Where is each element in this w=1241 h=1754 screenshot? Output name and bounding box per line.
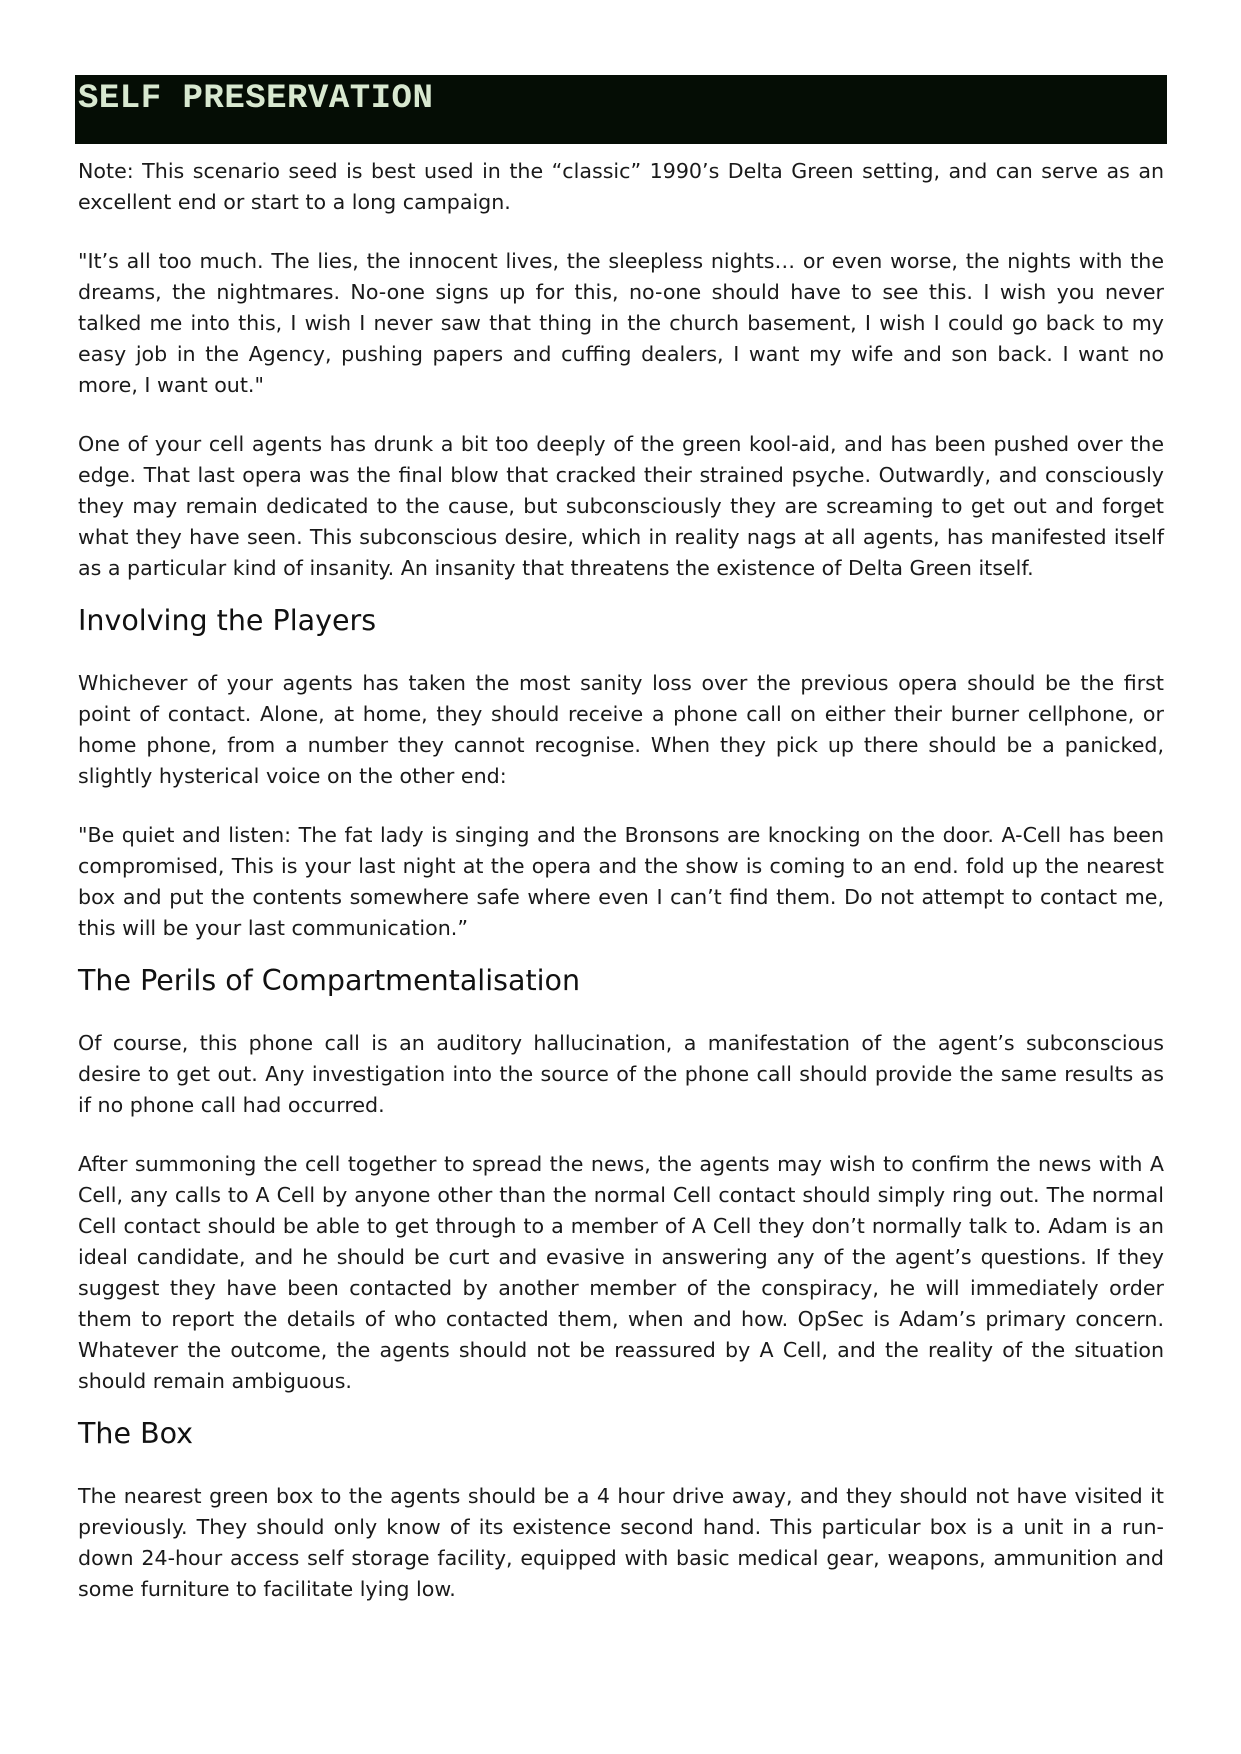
section-heading-involving: Involving the Players bbox=[78, 604, 377, 637]
section-heading-perils: The Perils of Compartmentalisation bbox=[78, 964, 581, 997]
document-page bbox=[75, 75, 1167, 1633]
perils-paragraph-2: After summoning the cell together to spread the news, the agents may wish to confirm the news with A Cell, any calls to A Cell by anyone other than the normal Cell contact should simply ring out. The normal Cell contact should be able to get through to a member of A Cell they don’t normally talk to. Adam is an ideal candidate, and he should be curt and evasive in answering any of the agent’s questions. If they suggest they have been contacted by another member of the conspiracy, he will immediately order them to report the details of who contacted them, when and how. OpSec is Adam’s primary concern. Whatever the outcome, the agents should not be reassured by A Cell, and the reality of the situation should remain ambiguous. bbox=[78, 1152, 1164, 1393]
perils-paragraph-1: Of course, this phone call is an auditory hallucination, a manifestation of the agent’s subconscious desire to get out. Any investigation into the source of the phone call should provide the same results as if no phone call had occurred. bbox=[78, 1031, 1164, 1117]
title-banner bbox=[75, 75, 1167, 144]
section-heading-box: The Box bbox=[78, 1417, 194, 1450]
page-title: SELF PRESERVATION bbox=[78, 80, 434, 118]
involving-paragraph-2: "Be quiet and listen: The fat lady is singing and the Bronsons are knocking on the door. A-Cell has been compromised, This is your last night at the opera and the show is coming to an end. fold up the nearest box and put the contents somewhere safe where even I can’t find them. Do not attempt to contact me, this will be your last communication.” bbox=[78, 823, 1164, 940]
involving-paragraph-1: Whichever of your agents has taken the most sanity loss over the previous opera should be the first point of contact. Alone, at home, they should receive a phone call on either their burner cellphone, or home phone, from a number they cannot recognise. When they pick up there should be a panicked, slightly hysterical voice on the other end: bbox=[78, 671, 1164, 788]
intro-setup-paragraph: One of your cell agents has drunk a bit too deeply of the green kool-aid, and has been pushed over the edge. That last opera was the final blow that cracked their strained psyche. Outwardly, and consciously they may remain dedicated to the cause, but subconsciously they are screaming to get out and forget what they have seen. This subconscious desire, which in reality nags at all agents, has manifested itself as a particular kind of insanity. An insanity that threatens the existence of Delta Green itself. bbox=[78, 432, 1164, 580]
intro-note-paragraph: Note: This scenario seed is best used in the “classic” 1990’s Delta Green setting, and can serve as an excellent end or start to a long campaign. bbox=[78, 159, 1164, 214]
box-paragraph-1: The nearest green box to the agents should be a 4 hour drive away, and they should not have visited it previously. They should only know of its existence second hand. This particular box is a unit in a run-down 24-hour access self storage facility, equipped with basic medical gear, weapons, ammunition and some furniture to facilitate lying low. bbox=[78, 1484, 1164, 1601]
intro-quote-paragraph: "It’s all too much. The lies, the innocent lives, the sleepless nights… or even worse, the nights with the dreams, the nightmares. No-one signs up for this, no-one should have to see this. I wish you never talked me into this, I wish I never saw that thing in the church basement, I wish I could go back to my easy job in the Agency, pushing papers and cuffing dealers, I want my wife and son back. I want no more, I want out." bbox=[78, 249, 1164, 397]
